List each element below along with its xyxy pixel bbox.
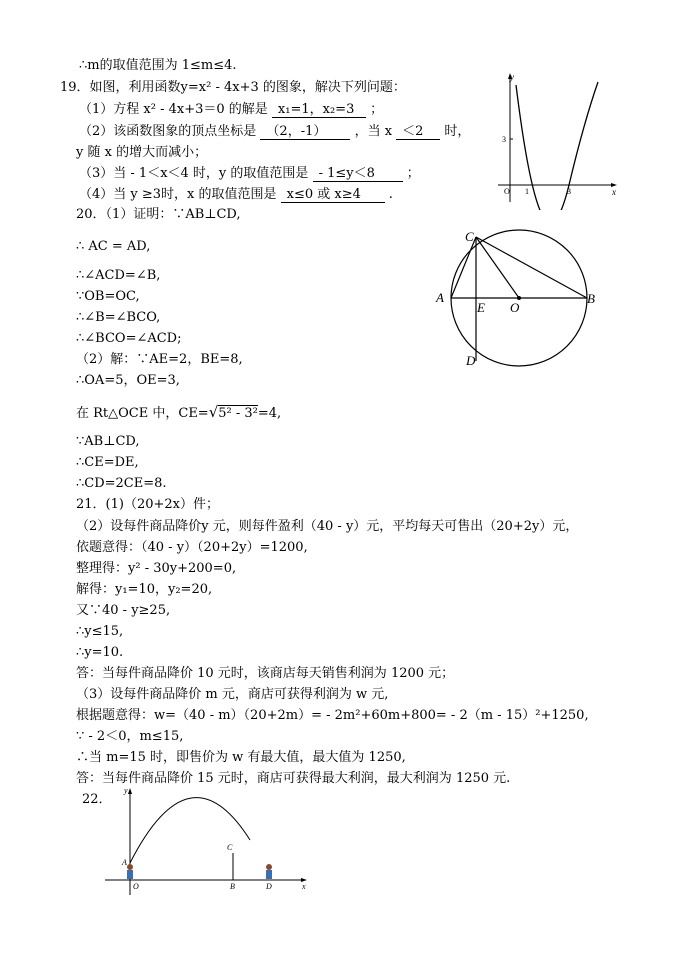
text-line: ∴∠B=∠BCO, (76, 310, 161, 325)
q19-answer1: x₁=1，x₂=3 (272, 102, 366, 118)
point-e-label: E (477, 300, 485, 315)
text-line: 答：当每件商品降价 10 元时，该商店每天销售利润为 1200 元； (76, 666, 455, 681)
q19-answer3: ＜2 (396, 124, 440, 140)
tick-label-3: 3 (567, 187, 571, 196)
point-c-label: C (465, 229, 474, 244)
text-line: ∵ - 2＜0，m≤15, (76, 729, 184, 744)
origin-label: O (133, 882, 139, 891)
text-line: ∴m的取值范围为 1≤m≤4. (79, 58, 237, 73)
point-a-label: A (436, 290, 444, 305)
point-b-label: B (230, 882, 235, 891)
text-line: ∴CE=DE, (76, 455, 139, 470)
y-axis-label: y (510, 72, 514, 82)
q19-part1: （1）方程 x² - 4x+3＝0 的解是 x₁=1，x₂=3 ； (79, 102, 384, 117)
text-line: ∴y=10. (76, 645, 124, 660)
y-tick-label-3: 3 (502, 135, 506, 144)
text-line: （2）解：∵AE=2，BE=8, (76, 352, 243, 367)
q19-answer5: x≤0 或 x≥4 (281, 187, 385, 203)
text-line: ∴当 m=15 时，即售价为 w 有最大值，最大值为 1250, (76, 750, 406, 765)
text-line: ∵AB⊥CD, (76, 434, 140, 449)
text-line: （2）设每件商品降价y 元，则每件盈利（40 - y）元，平均每天可售出（20+2y）元， (76, 519, 579, 534)
q19-part4: （4）当 y ≥3时，x 的取值范围是 x≤0 或 x≥4 . (79, 187, 393, 202)
q19-answer2: （2，-1） (260, 124, 350, 140)
question-21: 21．(1)（20+2x）件； (76, 497, 219, 512)
text-line: 依题意得：（40 - y）（20+2y）=1200, (76, 540, 308, 555)
origin-label: O (504, 187, 510, 196)
text-line: 整理得：y² - 30y+200=0, (76, 561, 237, 576)
circle-geometry-figure (430, 225, 605, 370)
y-axis-label: y (124, 786, 128, 795)
text-line: ∴∠ACD=∠B, (76, 268, 161, 283)
q19-part3: （3）当 - 1＜x＜4 时，y 的取值范围是 - 1≤y＜8 ； (79, 166, 420, 181)
text-line: ∴ AC = AD, (76, 239, 151, 254)
point-c-label: C (227, 843, 233, 852)
point-o-label: O (510, 300, 520, 315)
question-22: 22． (82, 792, 112, 807)
question-20: 20．（1）证明：∵AB⊥CD, (76, 207, 241, 222)
x-axis-label: x (302, 882, 306, 891)
text-line: ∴∠BCO=∠ACD; (76, 331, 182, 346)
parabola-figure (480, 70, 620, 210)
text-line: ∴y≤15, (76, 624, 124, 639)
text-line: 解得：y₁=10，y₂=20, (76, 582, 213, 597)
text-line: 答：当每件商品降价 15 元时，商店可获得最大利润，最大利润为 1250 元. (76, 771, 511, 786)
question-19: 19．如图，利用函数y=x² - 4x+3 的图象，解决下列问题： (60, 80, 406, 95)
x-axis-label: x (612, 187, 616, 197)
text-line: 又∵40 - y≥25, (76, 603, 171, 618)
text-line: ∵OB=OC, (76, 289, 140, 304)
q19-part2: （2）该函数图象的顶点坐标是 （2，-1） ，当 x ＜2 时， (79, 124, 471, 139)
point-b-label: B (587, 291, 595, 306)
point-a-label: A (122, 858, 127, 867)
point-d-label: D (266, 882, 272, 891)
text-line: ∴CD=2CE=8. (76, 476, 167, 491)
tick-label-1: 1 (525, 187, 529, 196)
text-line: 在 Rt△OCE 中，CE=√5² - 3²=4, (76, 403, 282, 421)
point-d-label: D (466, 353, 476, 368)
text-line: ∴OA=5，OE=3, (76, 373, 180, 388)
q19-answer4: - 1≤y＜8 (313, 166, 403, 182)
text-line: 根据题意得：w=（40 - m）（20+2m）= - 2m²+60m+800= - 2（m - 15）²+1250, (76, 708, 589, 723)
text-line: （3）设每件商品降价 m 元，商店可获得利润为 w 元, (76, 687, 389, 702)
trajectory-figure (100, 785, 315, 900)
text-line: y 随 x 的增大而减小； (76, 145, 208, 160)
